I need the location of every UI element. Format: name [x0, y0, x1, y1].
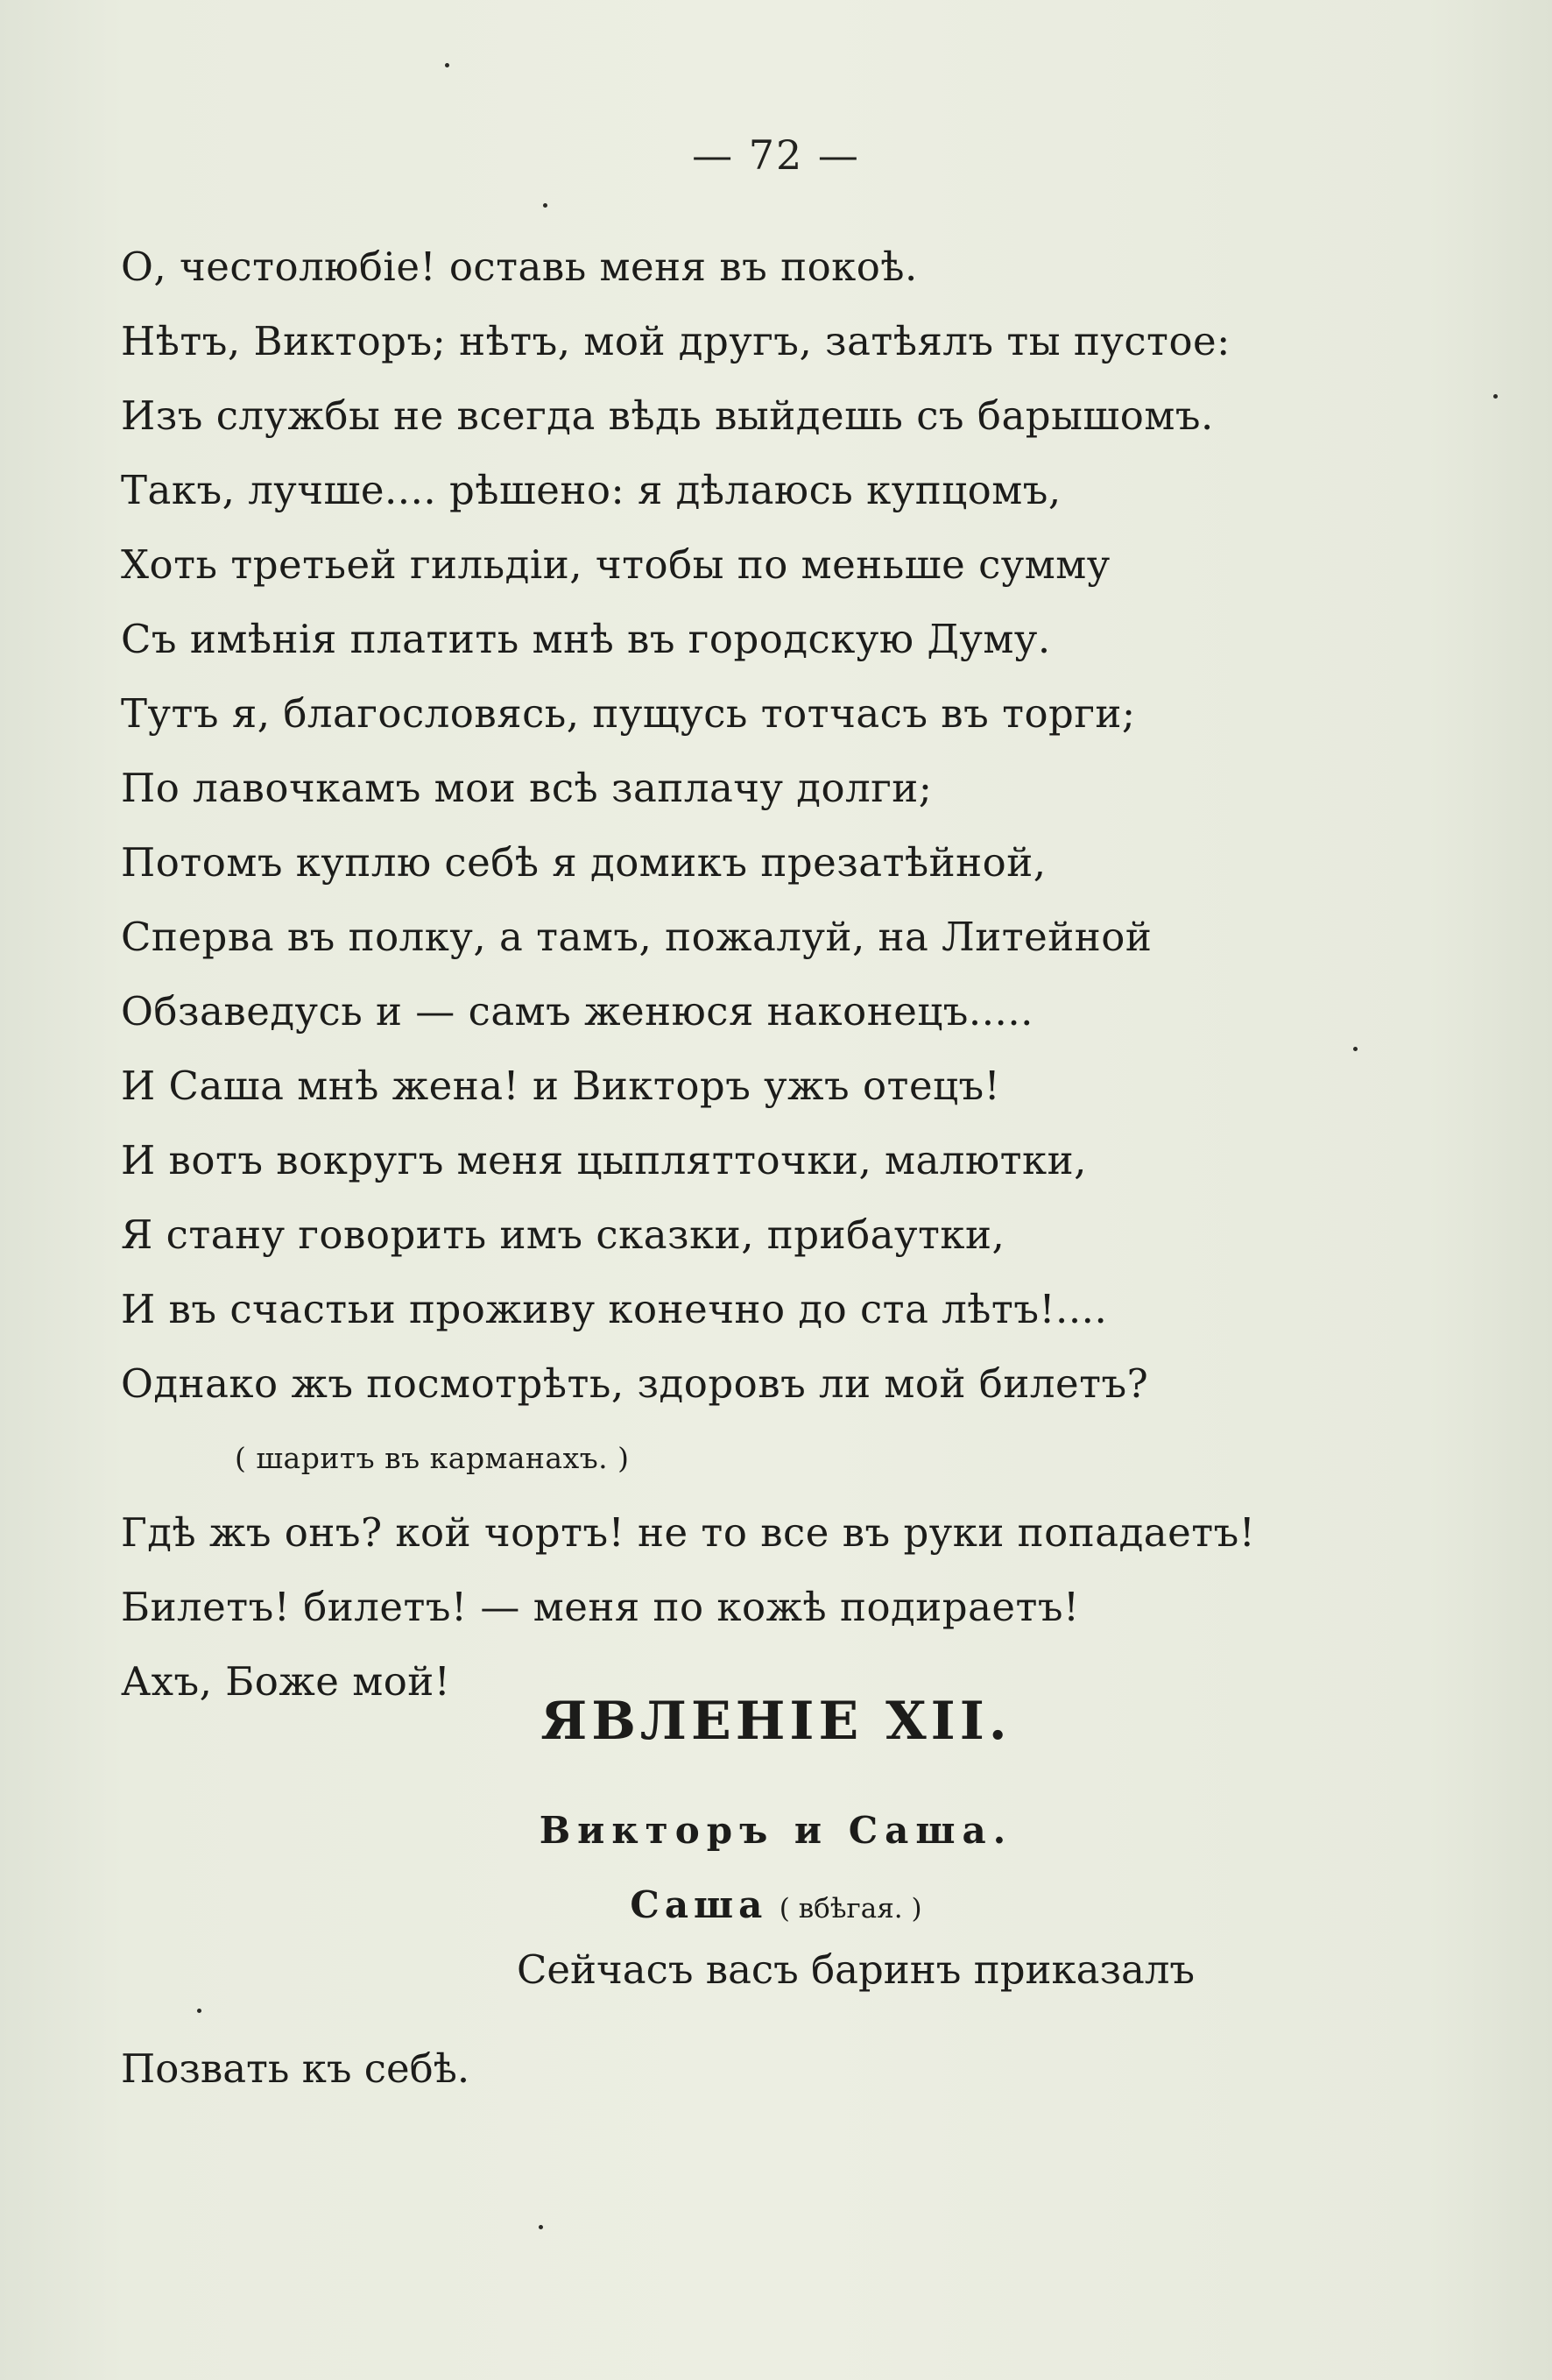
paper-speck — [1353, 1047, 1358, 1051]
speech-line: Позвать къ себѣ. — [121, 2045, 470, 2092]
stage-direction: ( шаритъ въ карманахъ. ) — [235, 1441, 630, 1475]
verse-line: О, честолюбіе! оставь меня въ покоѣ. — [121, 244, 918, 290]
scene-heading: ЯВЛЕНІЕ XII. — [540, 1691, 1012, 1752]
paper-speck — [1493, 394, 1498, 399]
scene-characters: Викторъ и Саша. — [539, 1809, 1013, 1852]
verse-line: Сперва въ полку, а тамъ, пожалуй, на Литейной — [121, 914, 1153, 960]
speaker-direction: ( вбѣгая. ) — [779, 1893, 922, 1924]
verse-line: Однако жъ посмотрѣть, здоровъ ли мой билетъ? — [121, 1360, 1149, 1407]
verse-line: Ахъ, Боже мой! — [121, 1658, 451, 1705]
verse-line: Хоть третьей гильдіи, чтобы по меньше сумму — [121, 541, 1111, 588]
speech-line: Сейчасъ васъ баринъ приказалъ — [517, 1946, 1196, 1993]
verse-line: Нѣтъ, Викторъ; нѣтъ, мой другъ, затѣялъ ты пустое: — [121, 318, 1231, 364]
verse-line: Я стану говорить имъ сказки, прибаутки, — [121, 1211, 1005, 1258]
verse-line: Съ имѣнія платить мнѣ въ городскую Думу. — [121, 616, 1051, 662]
verse-line: Изъ службы не всегда вѣдь выйдешь съ барышомъ. — [121, 392, 1214, 439]
speaker-line — [0, 1883, 1552, 1926]
verse-line: Тутъ я, благословясь, пущусь тотчасъ въ торги; — [121, 690, 1136, 737]
paper-speck — [539, 2225, 543, 2229]
paper-speck — [543, 203, 547, 208]
verse-line: Потомъ куплю себѣ я домикъ презатѣйной, — [121, 839, 1047, 886]
verse-line: Гдѣ жъ онъ? кой чортъ! не то все въ руки попадаетъ! — [121, 1509, 1256, 1556]
verse-line: По лавочкамъ мои всѣ заплачу долги; — [121, 765, 933, 811]
verse-line: И Саша мнѣ жена! и Викторъ ужъ отецъ! — [121, 1063, 1001, 1109]
verse-line: Обзаведусь и — самъ женюся наконецъ..... — [121, 988, 1033, 1035]
paper-speck — [197, 2009, 201, 2013]
verse-line: Такъ, лучше.... рѣшено: я дѣлаюсь купцомъ, — [121, 467, 1062, 513]
verse-line: Билетъ! билетъ! — меня по кожѣ подираетъ! — [121, 1584, 1080, 1630]
paper-speck — [445, 63, 449, 67]
verse-block — [121, 230, 1487, 1719]
verse-line: И вотъ вокругъ меня цыплятточки, малютки, — [121, 1137, 1087, 1183]
speaker-name: Саша — [630, 1883, 768, 1926]
verse-line: И въ счастьи проживу конечно до ста лѣтъ!.... — [121, 1286, 1108, 1332]
page-number: — 72 — — [692, 131, 860, 179]
